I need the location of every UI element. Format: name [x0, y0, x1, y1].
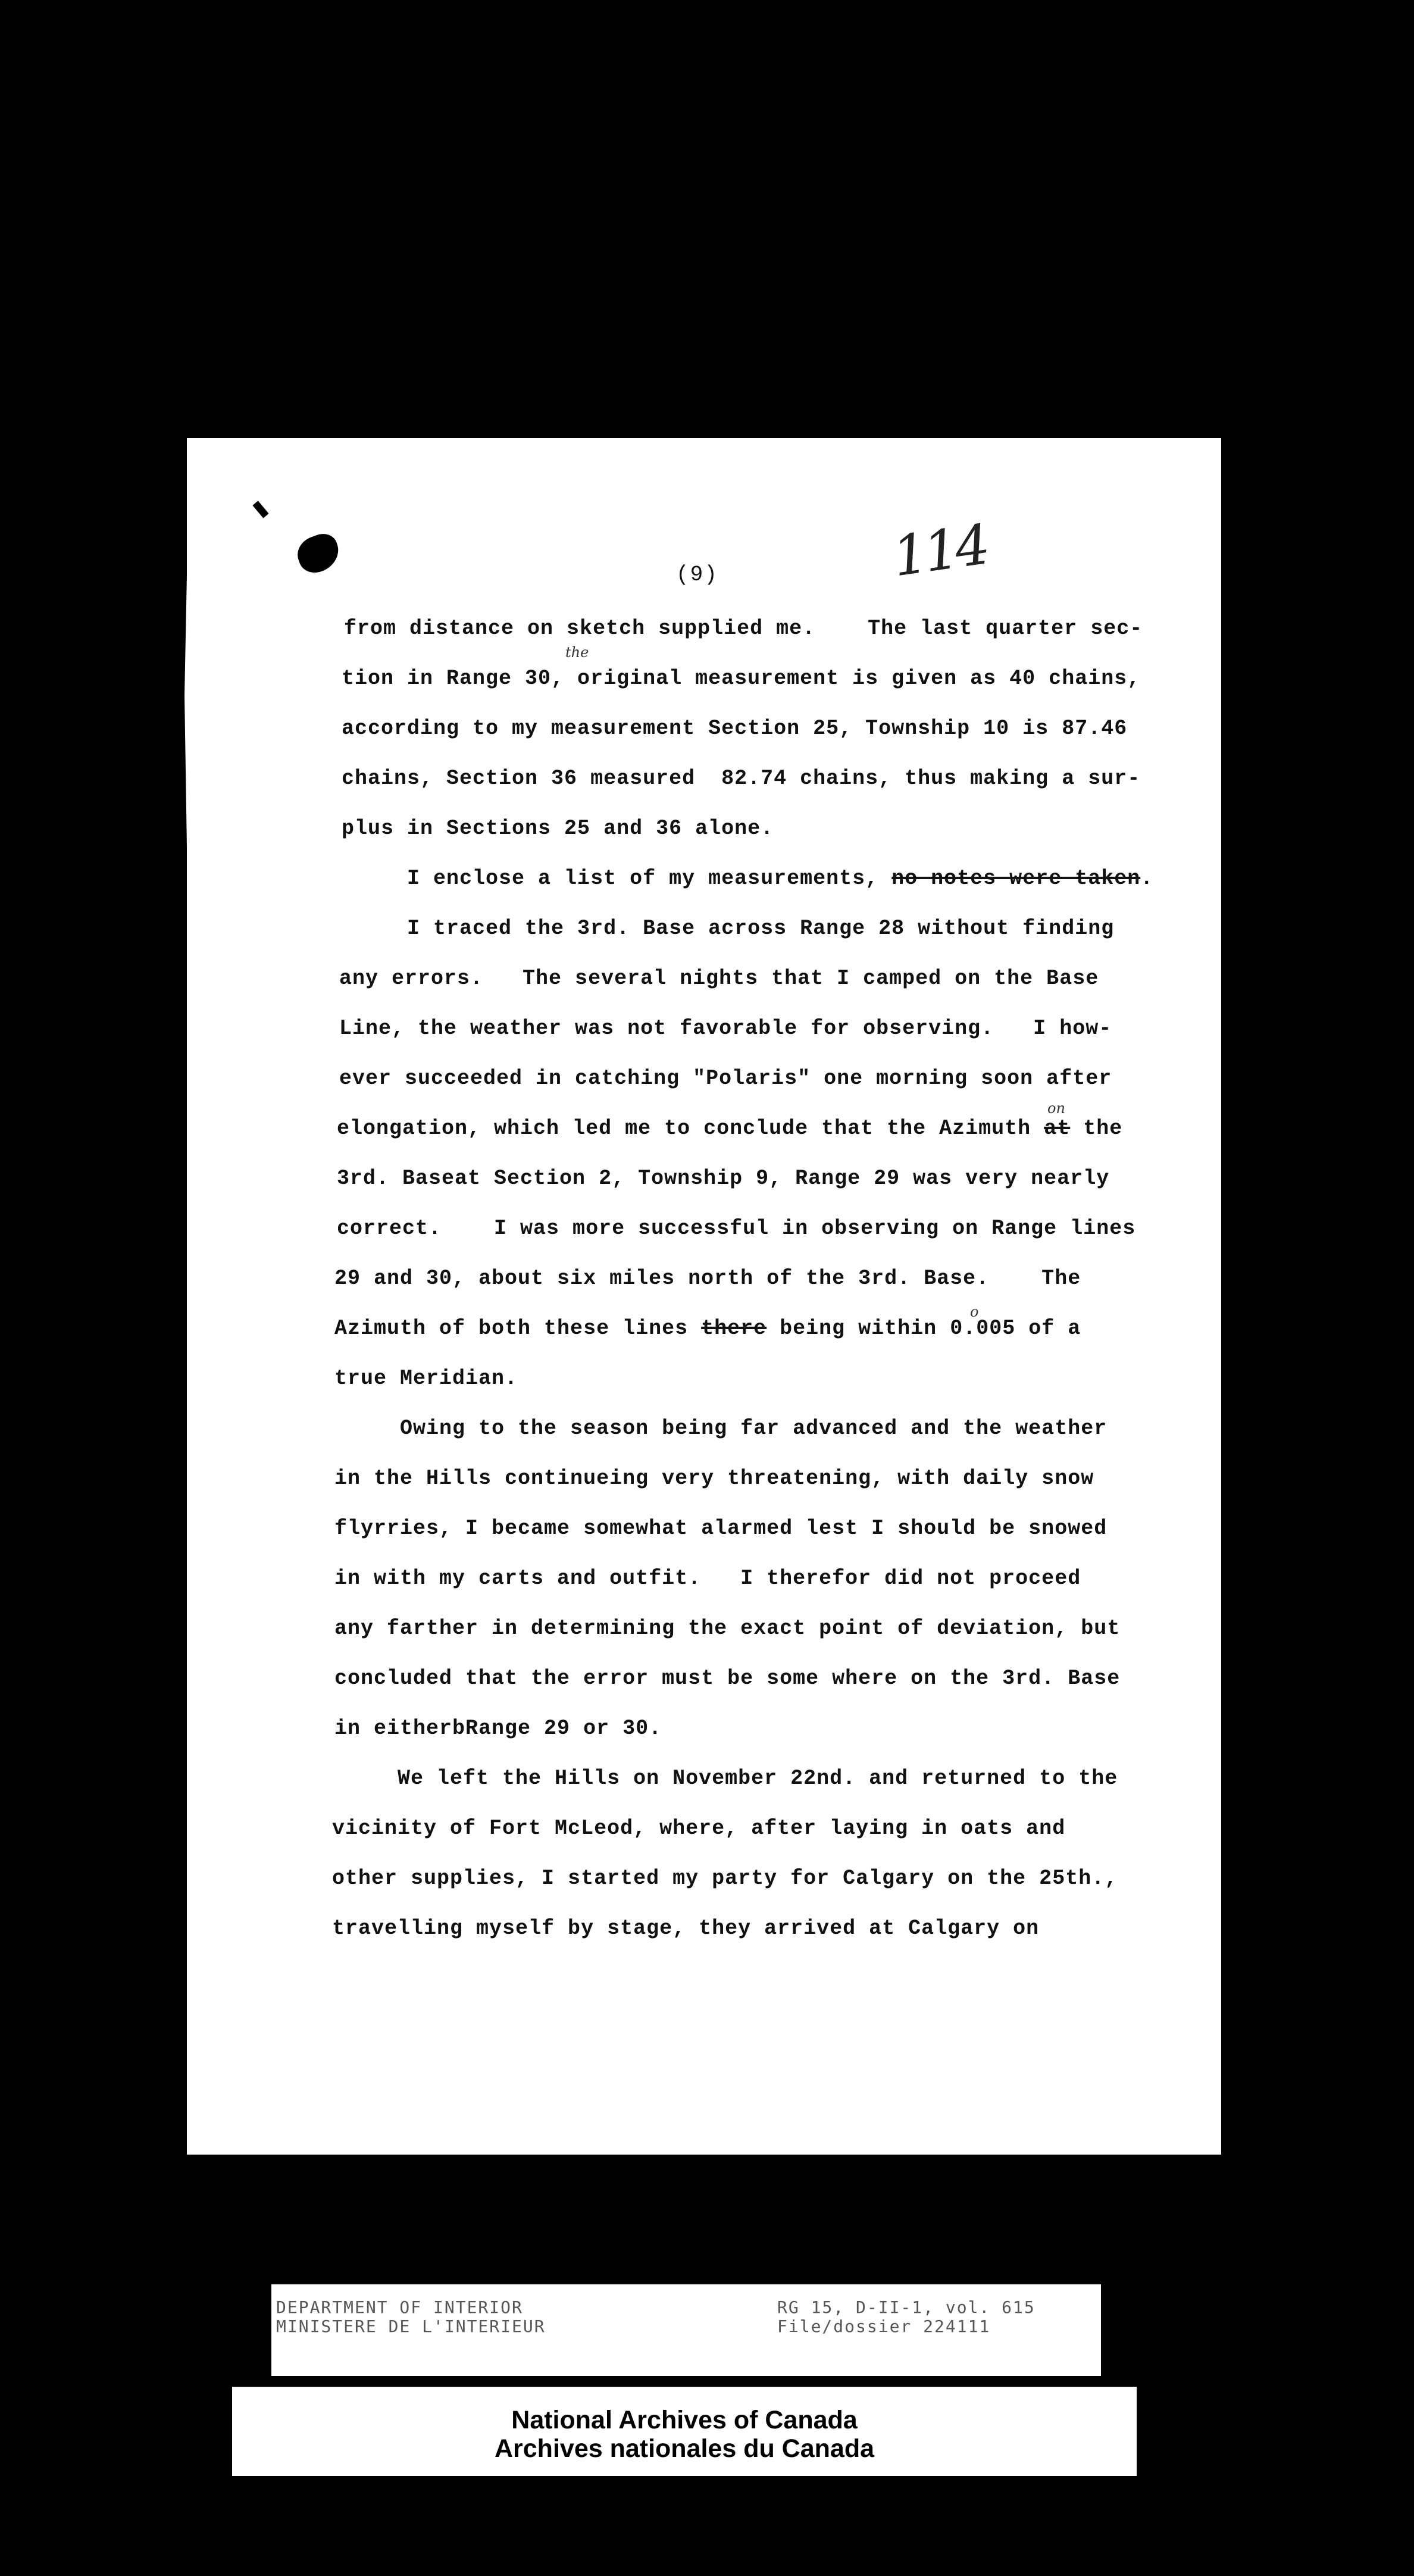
text-line: any errors. The several nights that I camped on the Base [339, 967, 1099, 990]
line-text: I enclose a list of my measurements, [342, 867, 892, 890]
archive-name-fr: Archives nationales du Canada [494, 2434, 875, 2463]
department-stamp [271, 2284, 1101, 2376]
text-line: correct. I was more successful in observing on Range lines [337, 1217, 1136, 1240]
text-line: vicinity of Fort McLeod, where, after laying in oats and [332, 1817, 1066, 1840]
text-line: other supplies, I started my party for Calgary on the 25th., [332, 1867, 1118, 1890]
file-reference: File/dossier 224111 [777, 2316, 991, 2336]
text-line: travelling myself by stage, they arrived at Calgary on [332, 1917, 1040, 1940]
text-line: in with my carts and outfit. I therefor did not proceed [334, 1567, 1081, 1590]
handwritten-annotation: on [1047, 1100, 1065, 1117]
handwritten-annotation: o [970, 1303, 979, 1320]
line-text: . [1140, 867, 1154, 890]
archive-name-en: National Archives of Canada [511, 2406, 858, 2434]
text-line: 29 and 30, about six miles north of the 3rd. Base. The [334, 1267, 1081, 1290]
text-line: Owing to the season being far advanced and the weather [334, 1417, 1108, 1440]
line-text: Azimuth of both these lines [334, 1317, 702, 1340]
text-line: tion in Range 30, original measurement is given as 40 chains, [342, 667, 1141, 690]
record-group-reference: RG 15, D-II-1, vol. 615 [777, 2297, 1036, 2317]
text-line: 3rd. Baseat Section 2, Township 9, Range 29 was very nearly [337, 1167, 1110, 1190]
line-text: elongation, which led me to conclude that the Azimuth [337, 1117, 1044, 1140]
text-line: concluded that the error must be some where on the 3rd. Base [334, 1667, 1121, 1690]
struck-text: there [701, 1317, 767, 1340]
department-name-en: DEPARTMENT OF INTERIOR [276, 2297, 523, 2317]
text-line: ever succeeded in catching "Polaris" one morning soon after [339, 1067, 1112, 1090]
text-line: any farther in determining the exact point of deviation, but [334, 1617, 1121, 1640]
struck-text: at [1044, 1117, 1071, 1140]
folio-number: 114 [889, 512, 991, 589]
text-line [337, 1117, 1122, 1140]
handwritten-annotation: the [565, 644, 589, 661]
department-name-fr: MINISTERE DE L'INTERIEUR [276, 2316, 546, 2336]
text-line: We left the Hills on November 22nd. and returned to the [332, 1767, 1118, 1790]
text-line [342, 867, 1153, 890]
text-line: plus in Sections 25 and 36 alone. [342, 817, 774, 840]
struck-text: no notes were taken [891, 867, 1141, 890]
text-line: from distance on sketch supplied me. The last quarter sec- [344, 617, 1143, 640]
text-line: in the Hills continueing very threatening, with daily snow [334, 1467, 1094, 1490]
text-line: according to my measurement Section 25, Township 10 is 87.46 [342, 717, 1128, 740]
text-line: Line, the weather was not favorable for observing. I how- [339, 1017, 1112, 1040]
line-text: being within 0.005 of a [767, 1317, 1081, 1340]
text-line: I traced the 3rd. Base across Range 28 without finding [342, 917, 1115, 940]
text-line: true Meridian. [334, 1367, 518, 1390]
text-line: flyrries, I became somewhat alarmed lest I should be snowed [334, 1517, 1108, 1540]
text-line: in eitherbRange 29 or 30. [334, 1717, 662, 1740]
page-number: (9) [676, 562, 718, 587]
line-text: the [1070, 1117, 1123, 1140]
text-line: chains, Section 36 measured 82.74 chains, thus making a sur- [342, 767, 1141, 790]
archive-stamp [232, 2387, 1137, 2476]
text-line [334, 1317, 1081, 1340]
